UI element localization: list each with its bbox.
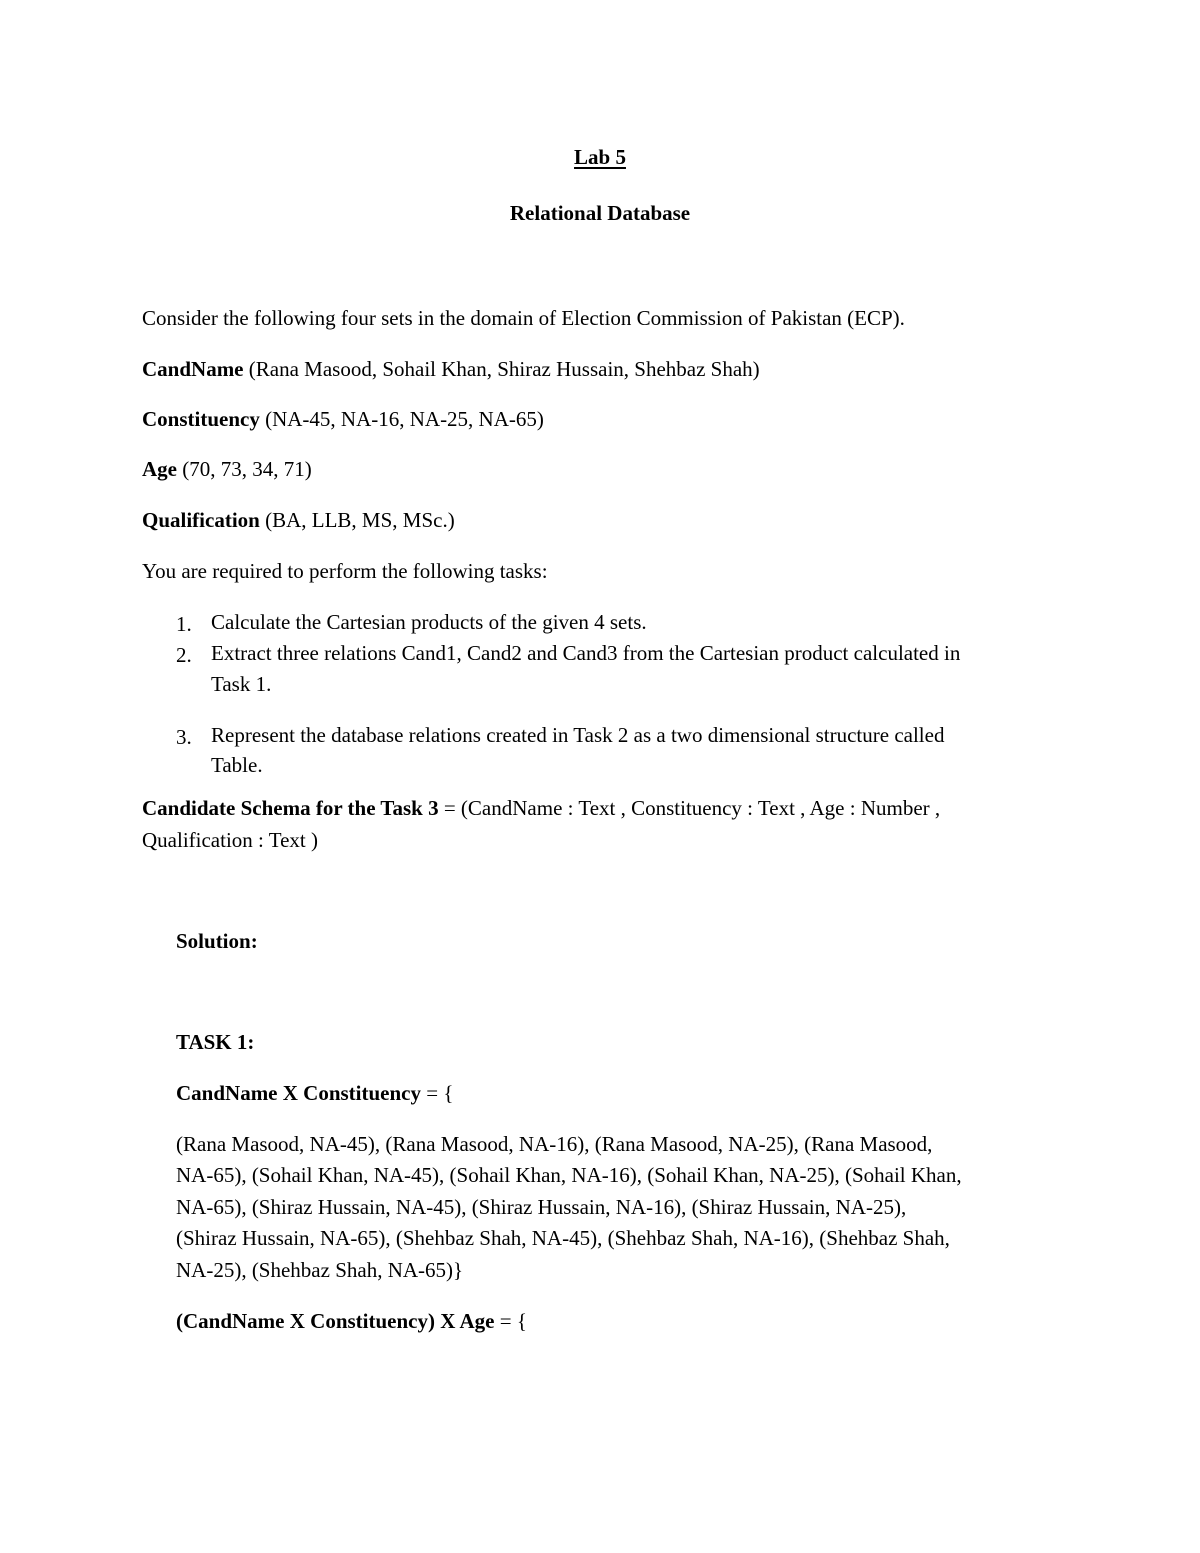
product1-suffix: = { [421,1081,454,1105]
task-text: Represent the database relations created in Task 2 as a two dimensional structure called [211,723,945,747]
product1-label: CandName X Constituency [176,1081,422,1105]
product2-suffix: = { [494,1309,527,1333]
set-values: (Rana Masood, Sohail Khan, Shiraz Hussain, Shehbaz Shah) [248,357,760,381]
product1-line: NA-65), (Sohail Khan, NA-45), (Sohail Khan, NA-16), (Sohail Khan, NA-25), (Sohail Khan, [176,1163,962,1187]
task-number: 2. [176,643,192,667]
task-number: 3. [176,725,192,749]
set-name: Age [142,457,177,481]
product1-heading [176,1083,453,1104]
task-text: Extract three relations Cand1, Cand2 and Cand3 from the Cartesian product calculated in [211,641,961,665]
product1-line: (Shiraz Hussain, NA-65), (Shehbaz Shah, NA-45), (Shehbaz Shah, NA-16), (Shehbaz Shah, [176,1226,950,1250]
set-qualification [142,510,455,531]
product2-heading [176,1311,527,1332]
schema-label: Candidate Schema for the Task 3 [142,796,439,820]
document-subtitle: Relational Database [509,201,691,225]
product1-line: (Rana Masood, NA-45), (Rana Masood, NA-16), (Rana Masood, NA-25), (Rana Masood, [176,1132,933,1156]
task1-heading: TASK 1: [176,1030,255,1054]
set-candname [142,359,760,380]
task-text: Calculate the Cartesian products of the given 4 sets. [211,610,647,634]
task-text: Table. [211,753,263,777]
set-name: Qualification [142,508,260,532]
set-values: (NA-45, NA-16, NA-25, NA-65) [265,407,544,431]
product2-label: (CandName X Constituency) X Age [176,1309,495,1333]
document-title: Lab 5 [574,145,626,169]
tasks-intro: You are required to perform the following tasks: [142,559,548,583]
product1-line: NA-65), (Shiraz Hussain, NA-45), (Shiraz Hussain, NA-16), (Shiraz Hussain, NA-25), [176,1195,907,1219]
task-text: Task 1. [211,672,272,696]
schema-fields: = (CandName : Text , Constituency : Text , Age : Number , [438,796,941,820]
set-age [142,459,312,480]
set-constituency [142,409,544,430]
schema-line-2: Qualification : Text ) [142,828,319,852]
set-name: CandName [142,357,244,381]
set-name: Constituency [142,407,260,431]
schema-line [142,798,940,819]
task-number: 1. [176,612,192,636]
product1-line: NA-25), (Shehbaz Shah, NA-65)} [176,1258,464,1282]
set-values: (70, 73, 34, 71) [182,457,312,481]
intro-paragraph: Consider the following four sets in the domain of Election Commission of Pakistan (ECP). [142,306,905,330]
solution-heading: Solution: [176,929,258,953]
set-values: (BA, LLB, MS, MSc.) [265,508,455,532]
